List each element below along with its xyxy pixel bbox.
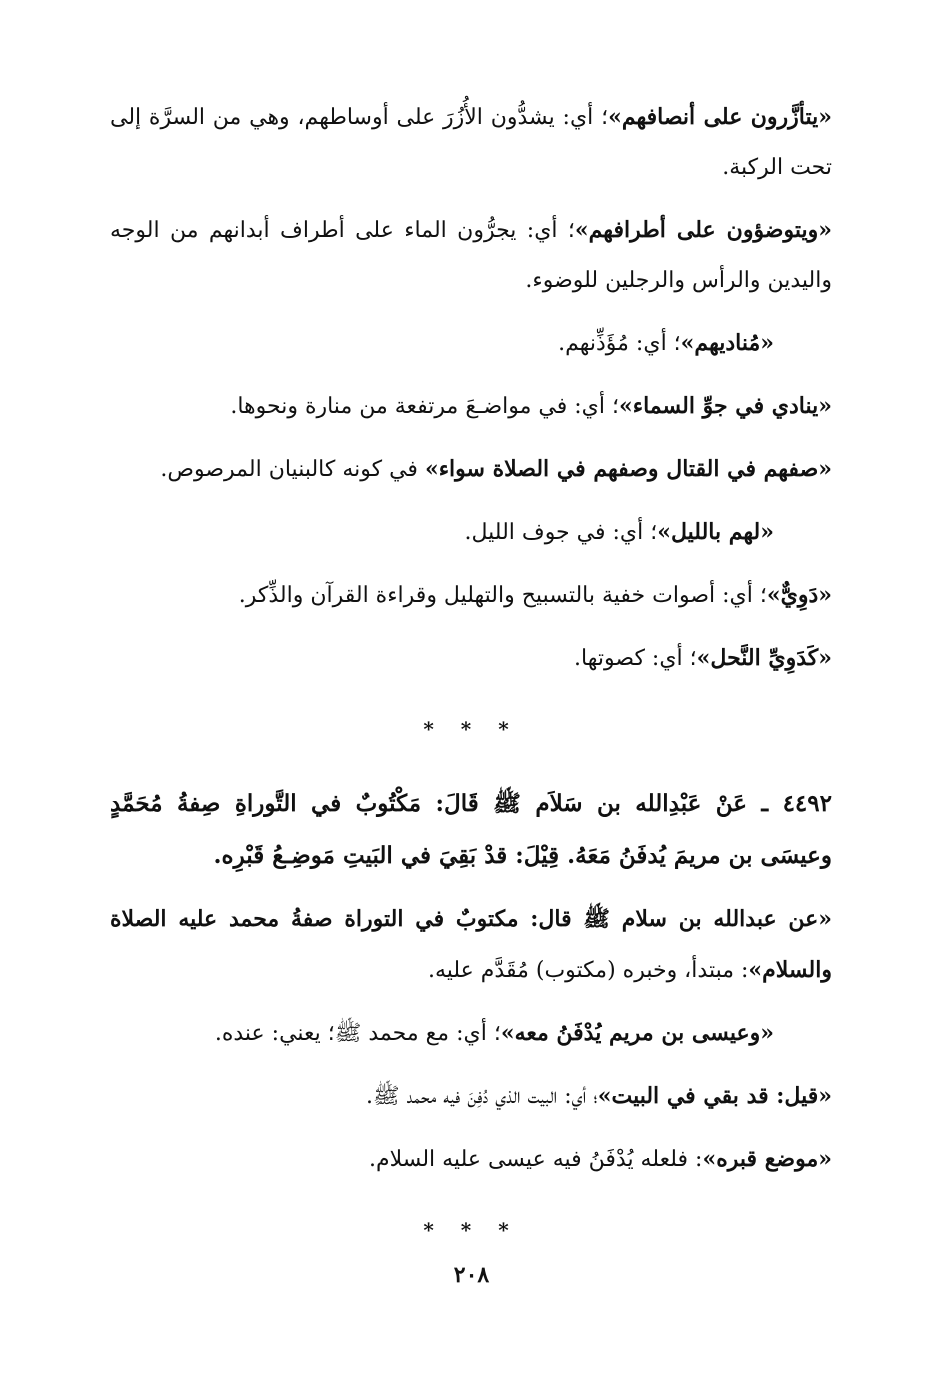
paragraph-11 [110, 1071, 832, 1122]
term: «عن عبدالله بن سلام ﷺ قال: مكتوبٌ في التوراة صفةُ محمد عليه الصلاة والسلام» [110, 906, 832, 983]
explanation: ؛ أي: يشدُّون الأُزُرَ على أوساطهم، وهي من السرَّة إلى تحت الركبة. [110, 105, 832, 180]
paragraph-9 [110, 894, 832, 996]
term: «ويتوضؤون على أطرافهم» [574, 217, 832, 243]
term: «موضع قبره» [702, 1146, 832, 1172]
explanation: ؛ أي: كصوتها. [574, 646, 697, 671]
hadith-text: ٤٤٩٢ ـ عَنْ عَبْدِالله بن سَلاَم ﷺ قَالَ: مَكْتُوبٌ في التَّوراةِ صِفةُ مُحَمَّدٍ وعيسَى بن مريمَ يُدفَنُ مَعَهُ. قِيْلَ: قدْ بَقِيَ في البَيتِ مَوضِـعُ قَبْرِه. [110, 790, 832, 869]
explanation: ؛ أي: مع محمد ﷺ؛ يعني: عنده. [214, 1021, 501, 1046]
page-body [110, 92, 832, 1279]
explanation: ؛ أي: يجرُّون الماء على أطراف أبدانهم من الوجه واليدين والرأس والرجلين للوضوء. [110, 218, 832, 293]
explanation: : فلعله يُدْفَنُ فيه عيسى عليه السلام. [368, 1147, 703, 1172]
explanation: ؛ أي: في مواضـعَ مرتفعة من منارة ونحوها. [230, 394, 619, 419]
explanation: ؛ أي: في جوف الليل. [464, 520, 658, 545]
term: «قيل: قد بقي في البيت» [597, 1083, 832, 1109]
term: «دَوِيٌّ» [766, 582, 832, 608]
explanation: ؛ أي: مُؤَذِّنهم. [558, 331, 681, 356]
section-separator: * * * [423, 1218, 519, 1242]
paragraph-10 [110, 1008, 832, 1059]
term: «يتأزَّرون على أنصافهم» [608, 104, 832, 130]
explanation: في كونه كالبنيان المرصوص. [160, 457, 425, 482]
term: «لهم بالليل» [657, 519, 774, 545]
term: «مُناديهم» [680, 330, 774, 356]
paragraph-12 [110, 1134, 832, 1185]
paragraph-3 [110, 318, 832, 369]
paragraph-7 [110, 570, 832, 621]
section-separator: * * * [423, 717, 519, 741]
paragraph-6 [110, 507, 832, 558]
paragraph-5 [110, 444, 832, 495]
term: «كَدَوِيِّ النَّحل» [696, 645, 832, 671]
page-number: ٢٠٨ [453, 1262, 490, 1288]
term: «صفهم في القتال وصفهم في الصلاة سواء» [424, 456, 832, 482]
paragraph-4 [110, 381, 832, 432]
explanation: ؛ أي: أصوات خفية بالتسبيح والتهليل وقراءة القرآن والذِّكر. [238, 583, 767, 608]
paragraph-1 [110, 92, 832, 193]
term: «ينادي في جوِّ السماء» [619, 393, 832, 419]
paragraph-8 [110, 633, 832, 684]
explanation: : مبتدأ، وخبره (مكتوب) مُقَدَّم عليه. [427, 958, 749, 983]
term: «وعيسى بن مريم يُدْفَنُ معه» [500, 1020, 774, 1046]
paragraph-2 [110, 205, 832, 306]
explanation: ؛ أي: البيت الذي دُفِنَ فيه محمد ﷺ. [366, 1084, 598, 1109]
